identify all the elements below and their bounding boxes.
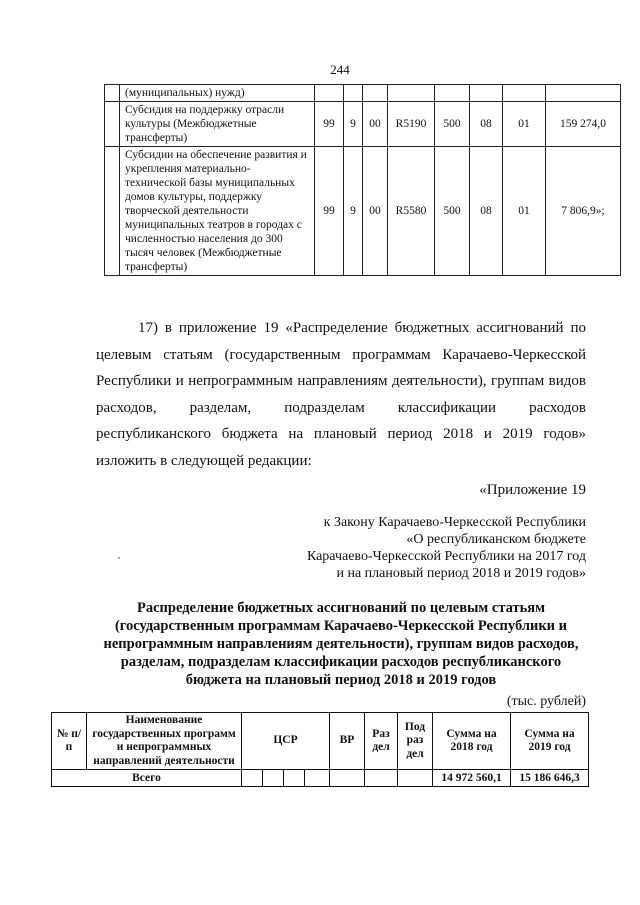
total-row: [52, 770, 589, 787]
table-cell: [546, 85, 621, 102]
law-reference: [266, 514, 586, 582]
table-row: [105, 102, 621, 147]
table-row: [105, 85, 621, 102]
table-cell: [365, 770, 398, 787]
header-podrazdel: Под раз дел: [398, 713, 433, 770]
table-cell: [263, 770, 284, 787]
table-cell: 08: [470, 102, 503, 147]
table-cell: 99: [315, 102, 344, 147]
table-cell: 00: [363, 102, 388, 147]
heading-line: (государственным программам Карачаево-Черкесской Республики и: [114, 618, 568, 634]
row-name: (муниципальных) нужд): [120, 85, 315, 102]
table-cell: 08: [470, 147, 503, 276]
table-header-row: [52, 713, 589, 770]
total-label: Всего: [52, 770, 242, 787]
page-number: 244: [330, 62, 350, 77]
amendment-paragraph: [96, 315, 586, 474]
table-cell: R5580: [388, 147, 435, 276]
table-cell: [315, 85, 344, 102]
table-cell: 00: [363, 147, 388, 276]
paragraph-text: 17) в приложение 19 «Распределение бюджетных ассигнований по целевым статьям (государственным программам Карачаево-Черкесской Республики и непрограммным направлениям деятельности), группам видов расходов, разделам, подразделам классификации расходов республиканского бюджета на плановый период 2018 и 2019 годов» изложить в следующей редакции:: [96, 320, 586, 469]
table-cell: [305, 770, 330, 787]
table-cell: [388, 85, 435, 102]
total-sum-2019: 15 186 646,3: [511, 770, 589, 787]
law-ref-line: Карачаево-Черкесской Республики на 2017 год: [306, 549, 586, 564]
allocation-table: [51, 712, 589, 787]
table-cell: [503, 85, 546, 102]
table-cell: [242, 770, 263, 787]
total-sum-2018: 14 972 560,1: [433, 770, 511, 787]
header-vr: ВР: [330, 713, 365, 770]
table-cell: [105, 147, 120, 276]
header-csr: ЦСР: [242, 713, 330, 770]
law-ref-line: к Закону Карачаево-Черкесской Республики: [323, 515, 586, 530]
table-cell: 01: [503, 147, 546, 276]
table-cell: 500: [435, 102, 470, 147]
table-cell: 9: [344, 147, 363, 276]
header-sum-2019: Сумма на 2019 год: [511, 713, 589, 770]
scan-artifact: [118, 557, 120, 559]
table-cell: R5190: [388, 102, 435, 147]
table-cell: [330, 770, 365, 787]
table-cell: [105, 85, 120, 102]
table-cell: [344, 85, 363, 102]
table-cell: 159 274,0: [546, 102, 621, 147]
table-cell: [363, 85, 388, 102]
heading-line: непрограммным направлениям деятельности), группам видов расходов,: [103, 636, 579, 652]
header-razdel: Раз дел: [365, 713, 398, 770]
table-cell: 7 806,9»;: [546, 147, 621, 276]
row-name: Субсидии на обеспечение развития и укрепления материально-технической базы муниципальных домов культуры, поддержку творческой деятельности муниципальных театров в городах с численностью населения до 300 тысяч человек (Межбюджетные трансферты): [120, 147, 315, 276]
table-cell: 500: [435, 147, 470, 276]
table-cell: 99: [315, 147, 344, 276]
table-row: [105, 147, 621, 276]
table-cell: [435, 85, 470, 102]
table-cell: [284, 770, 305, 787]
header-sum-2018: Сумма на 2018 год: [433, 713, 511, 770]
continuation-table: [104, 84, 621, 276]
heading-line: Распределение бюджетных ассигнований по целевым статьям: [136, 600, 546, 616]
law-ref-line: и на плановый период 2018 и 2019 годов»: [336, 566, 586, 581]
heading-line: разделам, подразделам классификации расходов республиканского: [120, 654, 562, 670]
law-ref-line: «О республиканском бюджете: [406, 532, 586, 547]
table-cell: [105, 102, 120, 147]
table-cell: 01: [503, 102, 546, 147]
row-name: Субсидия на поддержку отрасли культуры (Межбюджетные трансферты): [120, 102, 315, 147]
table-cell: [398, 770, 433, 787]
appendix-title: «Приложение 19: [479, 482, 586, 498]
header-number: № п/п: [52, 713, 87, 770]
table-cell: [470, 85, 503, 102]
header-name: Наименование государственных программ и непрограммных направлений деятельности: [87, 713, 242, 770]
heading-line: бюджета на плановый период 2018 и 2019 годов: [185, 672, 497, 688]
document-heading: [96, 599, 586, 689]
table-cell: 9: [344, 102, 363, 147]
units-label: (тыс. рублей): [506, 694, 586, 709]
